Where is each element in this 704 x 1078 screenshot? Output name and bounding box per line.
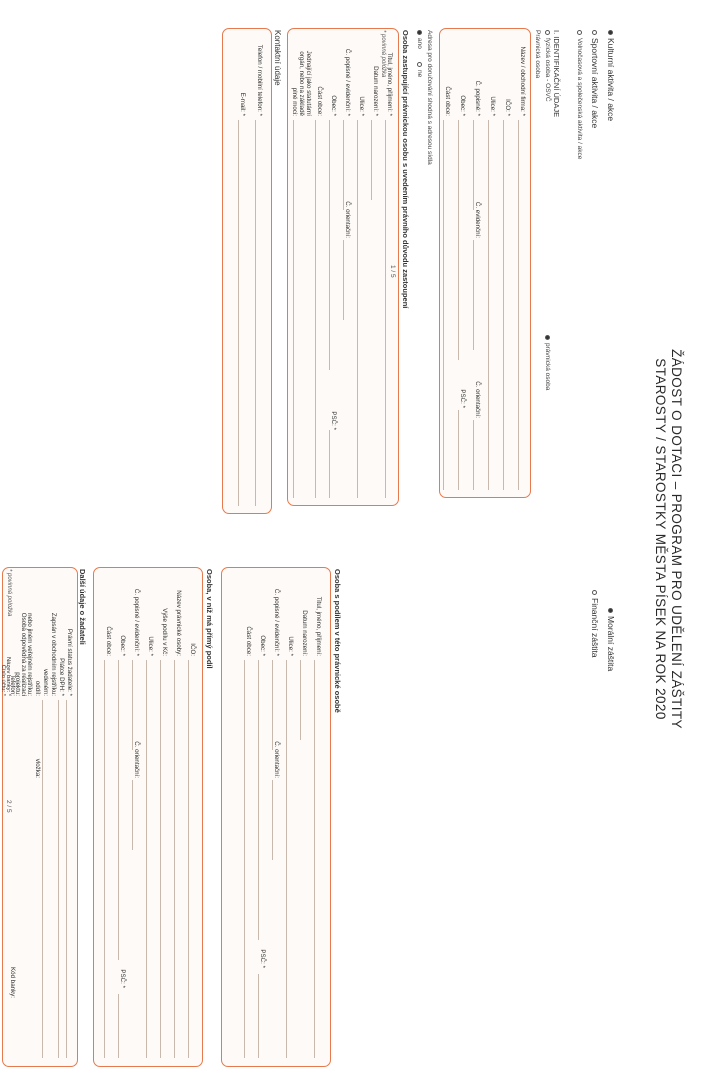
field-obec[interactable]	[458, 120, 459, 360]
radio-icon	[545, 30, 550, 35]
label-ulice: Ulice: *	[358, 96, 365, 116]
radio-checked-icon	[608, 608, 613, 613]
label-obec: Obec: *	[330, 95, 337, 116]
radio-icon	[592, 590, 597, 595]
field-cislo[interactable]	[132, 660, 133, 750]
pravnicka-heading: Právnická osoba	[534, 30, 541, 79]
label-psc: PSČ: *	[330, 411, 337, 430]
label-cislo: Č. popisné / evidenční: *	[344, 48, 351, 116]
osoba-heading: Osoba zastupující právnickou osobu s uvedením právního důvodu zastoupení	[401, 30, 410, 309]
option-fyzicka[interactable]: fyzická osoba - OSVČ	[544, 30, 551, 102]
label-ulice: Ulice: *	[287, 636, 294, 656]
label-jmeno: Titul, jméno, příjmení: *	[386, 52, 393, 116]
field-cislo[interactable]	[272, 660, 273, 750]
label-cast-obce: Část obce:	[316, 86, 323, 116]
page-number: 1 / 5	[389, 265, 396, 278]
label-cislo: Č. popisné / evidenční: *	[133, 588, 140, 656]
radio-checked-icon	[417, 30, 422, 35]
field-cislo-evidencni[interactable]	[473, 240, 474, 350]
primy-heading: Osoba, v níž má přímý podíl	[205, 569, 214, 669]
option-adresa-ne[interactable]: ne	[416, 62, 423, 77]
page-title: ŽÁDOST O DOTACI – PROGRAM PRO UDĚLENÍ ZÁŠTITY STAROSTY / STAROSTKY MĚSTA PÍSEK NA ROK 2020	[653, 349, 684, 729]
option-financni[interactable]: Finanční záštita	[590, 590, 600, 658]
label-psc: PSČ: *	[459, 389, 466, 408]
label-email: E-mail: *	[239, 92, 246, 116]
option-moralni[interactable]: Morální záštita	[606, 608, 616, 671]
field-cast-obce[interactable]	[244, 660, 245, 1058]
label-nazev: Název právnické osoby:	[175, 590, 182, 656]
label-cast-obce: Část obce:	[245, 626, 252, 656]
field-nazev[interactable]	[174, 660, 175, 1058]
kontakt-heading: Kontaktní údaje	[273, 30, 282, 86]
option-adresa-ano[interactable]: ano	[416, 30, 423, 49]
field-orientacni[interactable]	[272, 780, 273, 860]
field-ulice[interactable]	[286, 660, 287, 1058]
label-vlozka: vložka:	[34, 758, 41, 778]
label-psc: PSČ: *	[259, 949, 266, 968]
label-ico: IČO: *	[504, 99, 511, 116]
field-psc[interactable]	[458, 410, 459, 490]
field-obec[interactable]	[258, 660, 259, 940]
field-vyse[interactable]	[160, 660, 161, 1058]
label-ico: IČO:	[189, 643, 196, 656]
radio-checked-icon	[608, 30, 613, 35]
field-ulice[interactable]	[357, 120, 358, 498]
field-jmeno[interactable]	[385, 120, 386, 498]
option-pravnicka[interactable]: právnická osoba	[544, 335, 551, 390]
label-orientacni: Č. orientační:	[273, 741, 280, 778]
adresa-label: Adresa pro doručování shodná s adresou sídla	[426, 30, 433, 165]
option-sportovni[interactable]: Sportovní aktivita / akce	[590, 30, 600, 128]
label-ucet: Číslo účtu: *	[0, 664, 6, 696]
field-nazev[interactable]	[518, 120, 519, 490]
label-kod: Kód banky:	[9, 967, 16, 998]
label-orientacni: Č. orientační:	[133, 741, 140, 778]
field-cislo-popisne[interactable]	[473, 120, 474, 210]
label-odpovedna: Osoba odpovědná za realizaci projektu:	[14, 612, 27, 696]
label-datum: Datum narození:	[301, 610, 308, 656]
label-dph: Plátce DPH: *	[58, 658, 65, 696]
field-obec[interactable]	[118, 660, 119, 960]
field-cast-obce[interactable]	[443, 120, 444, 490]
label-obec: Obec: *	[459, 95, 466, 116]
footnote: * povinná položka	[6, 569, 12, 617]
label-jednajici: Jednající jako statutární orgán, nebo na základě plné moci:	[291, 50, 312, 116]
label-cislo: Č. popisné / evidenční: *	[273, 588, 280, 656]
label-vedenem: vedeném:	[42, 668, 49, 696]
label-psc: PSČ: *	[119, 969, 126, 988]
label-banka: Název banky: *	[5, 657, 11, 696]
option-kulturni[interactable]: Kulturní aktivita / akce	[606, 30, 616, 121]
label-oddil: oddíl:	[34, 680, 41, 696]
label-vyse: Výše podílu v Kč:	[161, 608, 168, 656]
radio-checked-icon	[545, 335, 550, 340]
field-vedenem[interactable]	[42, 700, 43, 1058]
field-dph[interactable]	[58, 700, 59, 1058]
field-datum[interactable]	[371, 120, 372, 200]
identification-heading: I. IDENTIFIKAČNÍ ÚDAJE	[552, 30, 561, 118]
radio-icon	[592, 30, 597, 35]
label-telefon: Telefon / mobilní telefon: *	[256, 44, 263, 116]
podil-heading: Osoba s podílem v této právnické osobě	[333, 569, 342, 713]
label-ulice: Ulice: *	[489, 96, 496, 116]
option-volnocasova[interactable]: Volnočasová a společenská aktivita / akce	[576, 30, 583, 159]
label-status: Právní status žadatele: *	[66, 628, 73, 696]
label-obec: Obec: *	[259, 635, 266, 656]
label-cislo-orientacni: Č. orientační:	[474, 381, 481, 418]
radio-icon	[417, 62, 422, 67]
footnote: * povinná položka	[380, 30, 386, 78]
field-status[interactable]	[66, 700, 67, 1058]
label-jmeno: Titul, jméno, příjmení:	[315, 596, 322, 656]
field-jmeno[interactable]	[314, 660, 315, 1058]
field-ico[interactable]	[503, 120, 504, 490]
field-cast-obce[interactable]	[104, 660, 105, 1058]
field-psc[interactable]	[118, 994, 119, 1058]
page-number: 2 / 5	[5, 800, 12, 813]
field-ico[interactable]	[188, 660, 189, 1058]
label-zapsan: Zapsán v obchodním rejstříku:	[50, 612, 57, 696]
label-datum: Datum narození: *	[372, 66, 379, 116]
field-ulice[interactable]	[488, 120, 489, 490]
radio-icon	[577, 30, 582, 35]
label-cislo-popisne: Č. popisné: *	[474, 80, 481, 116]
label-cast-obce: Část obce:	[105, 626, 112, 656]
label-ulice: Ulice: *	[147, 636, 154, 656]
label-cast-obce: Část obce:	[444, 86, 451, 116]
field-cislo-orientacni[interactable]	[473, 420, 474, 490]
label-telefon: Telefon:	[9, 674, 16, 696]
label-cislo-evidencni: Č. evidenční:	[474, 201, 481, 238]
dalsi-heading: Další údaje o žadateli	[78, 569, 87, 645]
field-datum[interactable]	[300, 660, 301, 740]
label-nazev: Název / obchodní firma: *	[519, 46, 526, 116]
field-psc[interactable]	[258, 974, 259, 1058]
label-orientacni: Č. orientační:	[344, 201, 351, 238]
field-ulice[interactable]	[146, 660, 147, 1058]
label-jinem: nebo jiném veřejném rejstříku:	[26, 613, 33, 696]
field-orientacni[interactable]	[132, 780, 133, 850]
label-obec: Obec: *	[119, 635, 126, 656]
